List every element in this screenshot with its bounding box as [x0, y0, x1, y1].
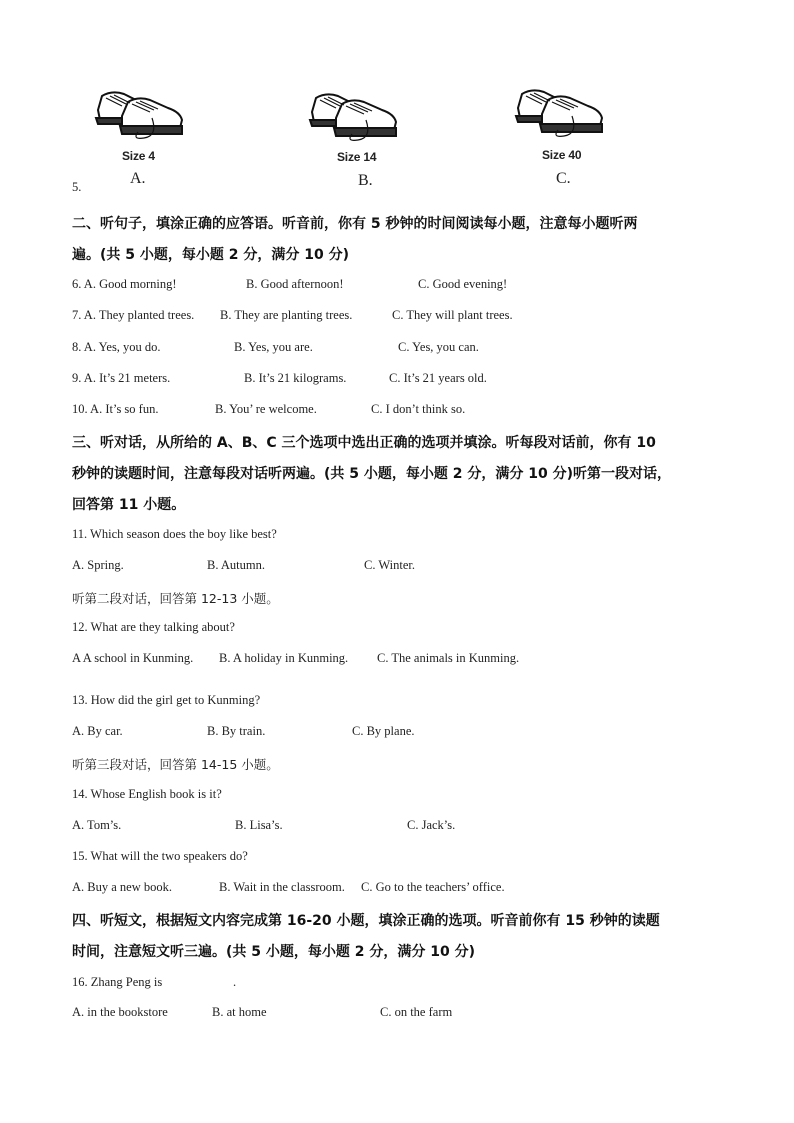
q16-stem: 16. Zhang Peng is [72, 975, 163, 989]
option-c-letter[interactable]: C. [556, 170, 571, 187]
section3-heading-line1: 三、听对话，从所给的 A、B、C 三个选项中选出正确的选项并填涂。听每段对话前，你有 10 [72, 435, 656, 451]
q15-stem: 15. What will the two speakers do? [72, 849, 248, 863]
q10-option-c[interactable]: C. I don’t think so. [371, 402, 466, 416]
q8-option-c[interactable]: C. Yes, you can. [398, 340, 479, 354]
q11-stem: 11. Which season does the boy like best? [72, 527, 277, 541]
q9-option-c[interactable]: C. It’s 21 years old. [389, 371, 487, 385]
dialog3-instruction: 听第三段对话，回答第 14-15 小题。 [72, 757, 279, 772]
q9-option-a[interactable]: 9. A. It’s 21 meters. [72, 371, 171, 385]
q6-option-b[interactable]: B. Good afternoon! [246, 277, 344, 291]
q12-stem: 12. What are they talking about? [72, 620, 235, 634]
q16-option-a[interactable]: A. in the bookstore [72, 1005, 168, 1019]
q15-option-b[interactable]: B. Wait in the classroom. [219, 880, 345, 894]
shoe-image-b[interactable] [306, 84, 406, 144]
section3-heading-line2: 秒钟的读题时间，注意每段对话听两遍。(共 5 小题，每小题 2 分，满分 10 分)听第一段对话， [72, 466, 672, 482]
dialog2-instruction: 听第二段对话，回答第 12-13 小题。 [72, 591, 279, 606]
q11-option-a[interactable]: A. Spring. [72, 558, 124, 572]
q14-stem: 14. Whose English book is it? [72, 787, 222, 801]
q9-option-b[interactable]: B. It’s 21 kilograms. [244, 371, 347, 385]
option-a-letter[interactable]: A. [130, 170, 146, 187]
q16-option-b[interactable]: B. at home [212, 1005, 267, 1019]
q6-option-c[interactable]: C. Good evening! [418, 277, 508, 291]
q13-stem: 13. How did the girl get to Kunming? [72, 693, 261, 707]
q8-option-a[interactable]: 8. A. Yes, you do. [72, 340, 161, 354]
q8-option-b[interactable]: B. Yes, you are. [234, 340, 313, 354]
shoe-image-c[interactable] [512, 80, 612, 140]
section2-heading-line2: 遍。(共 5 小题，每小题 2 分，满分 10 分) [72, 247, 350, 263]
q13-option-b[interactable]: B. By train. [207, 724, 266, 738]
q15-option-a[interactable]: A. Buy a new book. [72, 880, 172, 894]
q10-option-b[interactable]: B. You’ re welcome. [215, 402, 317, 416]
q13-option-c[interactable]: C. By plane. [352, 724, 415, 738]
q16-blank-period: . [233, 975, 237, 989]
q15-option-c[interactable]: C. Go to the teachers’ office. [361, 880, 505, 894]
q14-option-c[interactable]: C. Jack’s. [407, 818, 456, 832]
section4-heading-line1: 四、听短文，根据短文内容完成第 16-20 小题，填涂正确的选项。听音前你有 15 秒钟的读题 [72, 913, 660, 929]
q7-option-a[interactable]: 7. A. They planted trees. [72, 308, 195, 322]
q13-option-a[interactable]: A. By car. [72, 724, 123, 738]
q11-option-c[interactable]: C. Winter. [364, 558, 416, 572]
q5-number: 5. [72, 180, 82, 194]
q12-option-a[interactable]: A A school in Kunming. [72, 651, 194, 665]
shoe-image-a[interactable] [92, 82, 192, 142]
option-c-size: Size 40 [542, 148, 582, 162]
q16-option-c[interactable]: C. on the farm [380, 1005, 453, 1019]
section4-heading-line2: 时间，注意短文听三遍。(共 5 小题，每小题 2 分，满分 10 分) [72, 944, 476, 960]
option-b-size: Size 14 [337, 150, 377, 164]
q14-option-a[interactable]: A. Tom’s. [72, 818, 122, 832]
q12-option-c[interactable]: C. The animals in Kunming. [377, 651, 520, 665]
q7-option-c[interactable]: C. They will plant trees. [392, 308, 513, 322]
q6-option-a[interactable]: 6. A. Good morning! [72, 277, 177, 291]
option-b-letter[interactable]: B. [358, 172, 373, 189]
q14-option-b[interactable]: B. Lisa’s. [235, 818, 283, 832]
section2-heading-line1: 二、听句子，填涂正确的应答语。听音前，你有 5 秒钟的时间阅读每小题，注意每小题听两 [72, 216, 638, 232]
q7-option-b[interactable]: B. They are planting trees. [220, 308, 353, 322]
section3-heading-line3: 回答第 11 小题。 [72, 497, 186, 513]
q11-option-b[interactable]: B. Autumn. [207, 558, 265, 572]
q10-option-a[interactable]: 10. A. It’s so fun. [72, 402, 159, 416]
q12-option-b[interactable]: B. A holiday in Kunming. [219, 651, 349, 665]
option-a-size: Size 4 [122, 149, 155, 163]
